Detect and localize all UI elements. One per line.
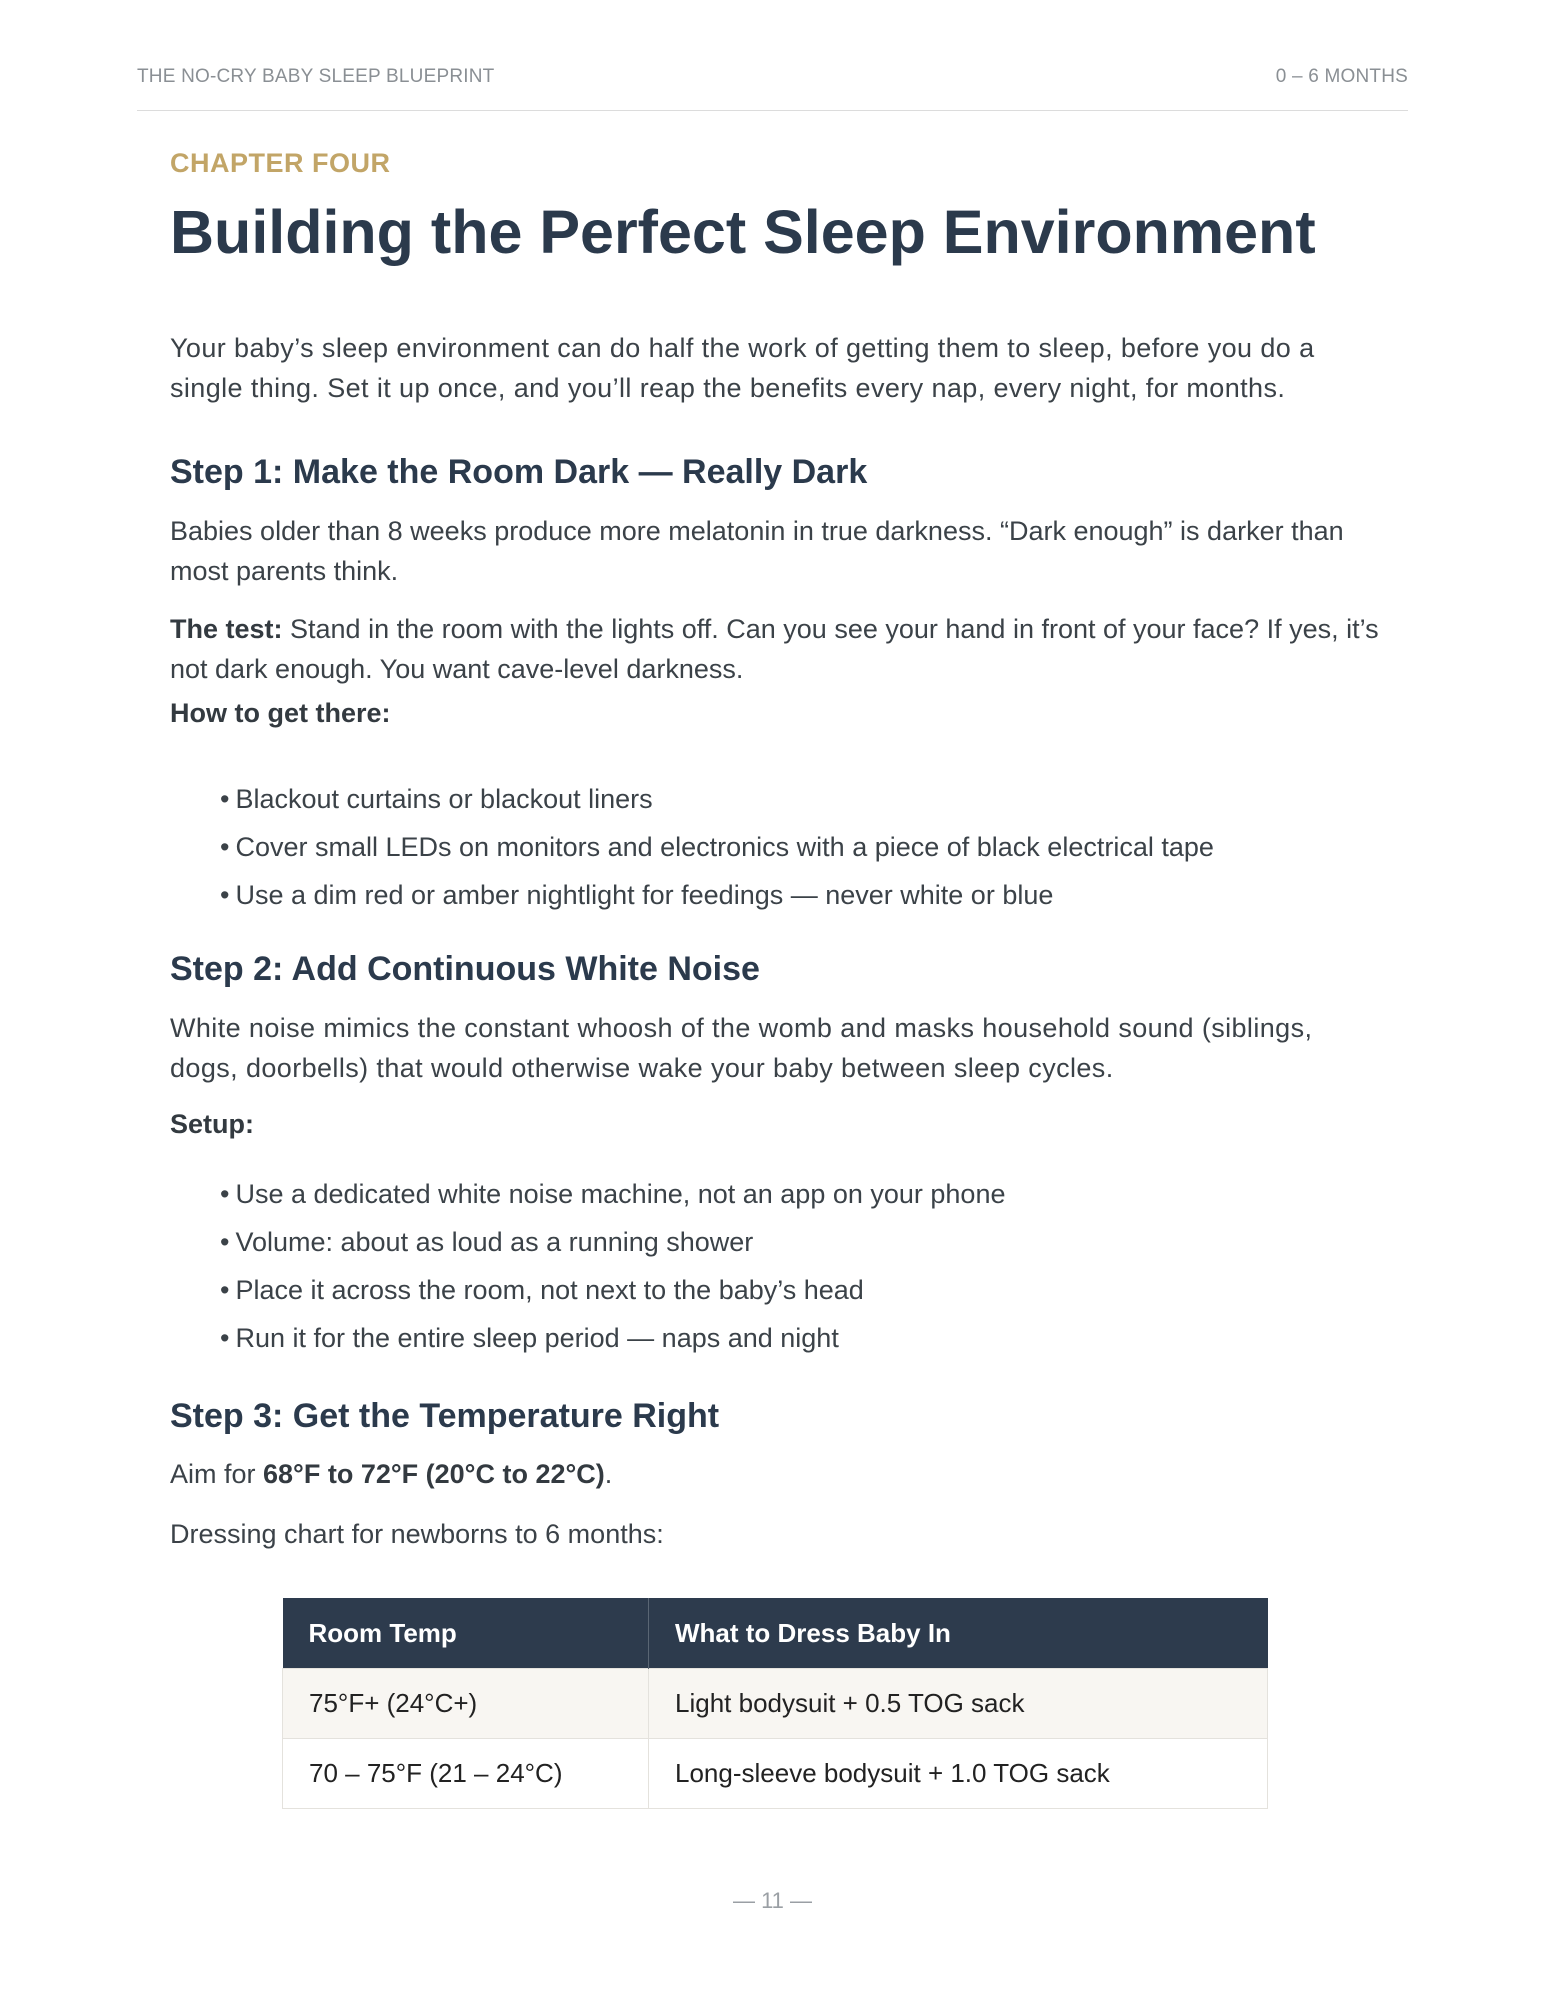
list-item: • Use a dim red or amber nightlight for feedings — never white or blue xyxy=(220,871,1385,919)
dressing-chart-table xyxy=(282,1598,1268,1809)
list-item: • Use a dedicated white noise machine, not an app on your phone xyxy=(220,1170,1385,1218)
page-content xyxy=(170,148,1385,1809)
temperature-target xyxy=(170,1454,1385,1494)
table-cell: 75°F+ (24°C+) xyxy=(283,1669,649,1739)
step-1-section xyxy=(170,452,1385,919)
step-1-paragraph: Babies older than 8 weeks produce more melatonin in true darkness. “Dark enough” is darker than most parents think. xyxy=(170,515,1344,586)
temperature-range: 68°F to 72°F (20°C to 22°C) xyxy=(263,1459,605,1490)
list-item: • Volume: about as loud as a running shower xyxy=(220,1218,1385,1266)
list-item: • Run it for the entire sleep period — naps and night xyxy=(220,1314,1385,1362)
column-header-what-to-dress: What to Dress Baby In xyxy=(649,1598,1268,1669)
step-2-paragraph: White noise mimics the constant whoosh of the womb and masks household sound (siblings, dogs, doorbells) that would otherwise wake your baby between sleep cycles. xyxy=(170,1012,1313,1083)
table-cell: Light bodysuit + 0.5 TOG sack xyxy=(649,1669,1268,1739)
table-cell: 70 – 75°F (21 – 24°C) xyxy=(283,1739,649,1809)
aim-suffix: . xyxy=(604,1459,613,1490)
table-row xyxy=(283,1739,1268,1809)
running-header xyxy=(137,66,1408,111)
table-header-row xyxy=(283,1598,1268,1669)
dressing-chart-intro: Dressing chart for newborns to 6 months: xyxy=(170,1519,664,1550)
list-item: • Place it across the room, not next to the baby’s head xyxy=(220,1266,1385,1314)
chapter-title: Building the Perfect Sleep Environment xyxy=(170,198,1316,266)
test-text: Stand in the room with the lights off. Can you see your hand in front of your face? If yes, it’s not dark enough. You want cave-level darkness. xyxy=(170,613,1379,684)
setup-label: Setup: xyxy=(170,1108,254,1139)
step-3-section xyxy=(170,1396,1385,1810)
chapter-intro: Your baby’s sleep environment can do half the work of getting them to sleep, before you do a single thing. Set it up once, and you’ll reap the benefits every nap, every night, for months. xyxy=(170,333,1315,404)
aim-prefix: Aim for xyxy=(170,1459,264,1490)
age-range: 0 – 6 MONTHS xyxy=(1275,66,1408,87)
table-cell: Long-sleeve bodysuit + 1.0 TOG sack xyxy=(649,1739,1268,1809)
column-header-room-temp: Room Temp xyxy=(283,1598,649,1669)
how-to-label: How to get there: xyxy=(170,697,391,728)
step-1-heading: Step 1: Make the Room Dark — Really Dark xyxy=(170,453,868,492)
test-label: The test: xyxy=(170,613,283,644)
step-2-bullet-list xyxy=(220,1170,1385,1362)
list-item: • Blackout curtains or blackout liners xyxy=(220,775,1385,823)
list-item: • Cover small LEDs on monitors and electronics with a piece of black electrical tape xyxy=(220,823,1385,871)
chapter-label: CHAPTER FOUR xyxy=(170,148,391,178)
step-2-heading: Step 2: Add Continuous White Noise xyxy=(170,949,760,988)
step-1-bullet-list xyxy=(220,775,1385,919)
step-2-section xyxy=(170,949,1385,1362)
table-row xyxy=(283,1669,1268,1739)
step-3-heading: Step 3: Get the Temperature Right xyxy=(170,1396,720,1435)
page-number: — 11 — xyxy=(732,1888,813,1913)
step-1-test-paragraph xyxy=(170,609,1385,689)
book-title: THE NO-CRY BABY SLEEP BLUEPRINT xyxy=(137,66,495,87)
